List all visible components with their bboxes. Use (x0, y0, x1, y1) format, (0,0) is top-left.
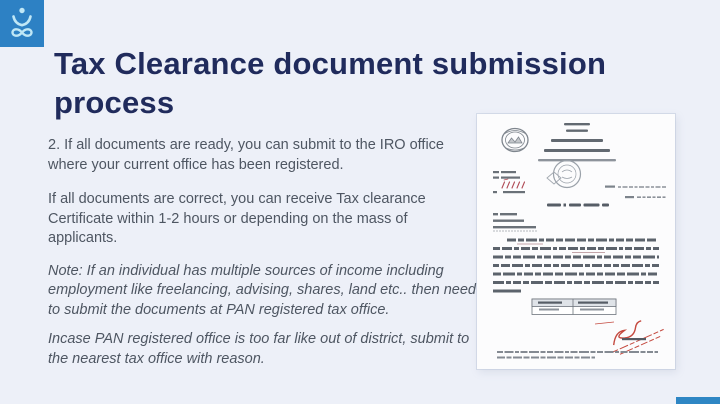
nepal-emblem-icon (502, 129, 528, 152)
tax-document-image (477, 114, 675, 369)
paragraph-certificate: If all documents are correct, you can receive Tax clearance Certificate within 1-2 hours or depending on the mass of applicants. (48, 191, 426, 246)
page-title: Tax Clearance document submission process (54, 46, 607, 120)
app-logo (0, 0, 44, 47)
paragraph-incase: Incase PAN registered office is too far like out of district, submit to the nearest tax office with reason. (48, 331, 470, 367)
doc-table (532, 299, 616, 315)
body-text-column (48, 136, 480, 369)
meditation-figure-icon (0, 0, 44, 47)
doc-date-lines (605, 186, 667, 199)
doc-subject-line (547, 204, 609, 207)
doc-letterhead-lines (538, 123, 616, 161)
doc-address-block (493, 213, 536, 228)
doc-round-stamp (554, 161, 581, 188)
corner-accent-bar (676, 397, 720, 404)
paragraph-step-2: 2. If all documents are ready, you can submit to the IRO office where your current office has been registered. (48, 137, 444, 173)
doc-red-number (502, 179, 525, 188)
doc-signature-caption (622, 338, 646, 340)
paragraph-note: Note: If an individual has multiple sources of income including employment like freelancing, advising, shares, land etc.. then need to submit the documents at PAN registered tax office. (48, 262, 476, 318)
doc-fine-print (497, 352, 658, 358)
doc-signature-stamp (595, 314, 666, 357)
doc-body-paragraph (493, 240, 659, 291)
